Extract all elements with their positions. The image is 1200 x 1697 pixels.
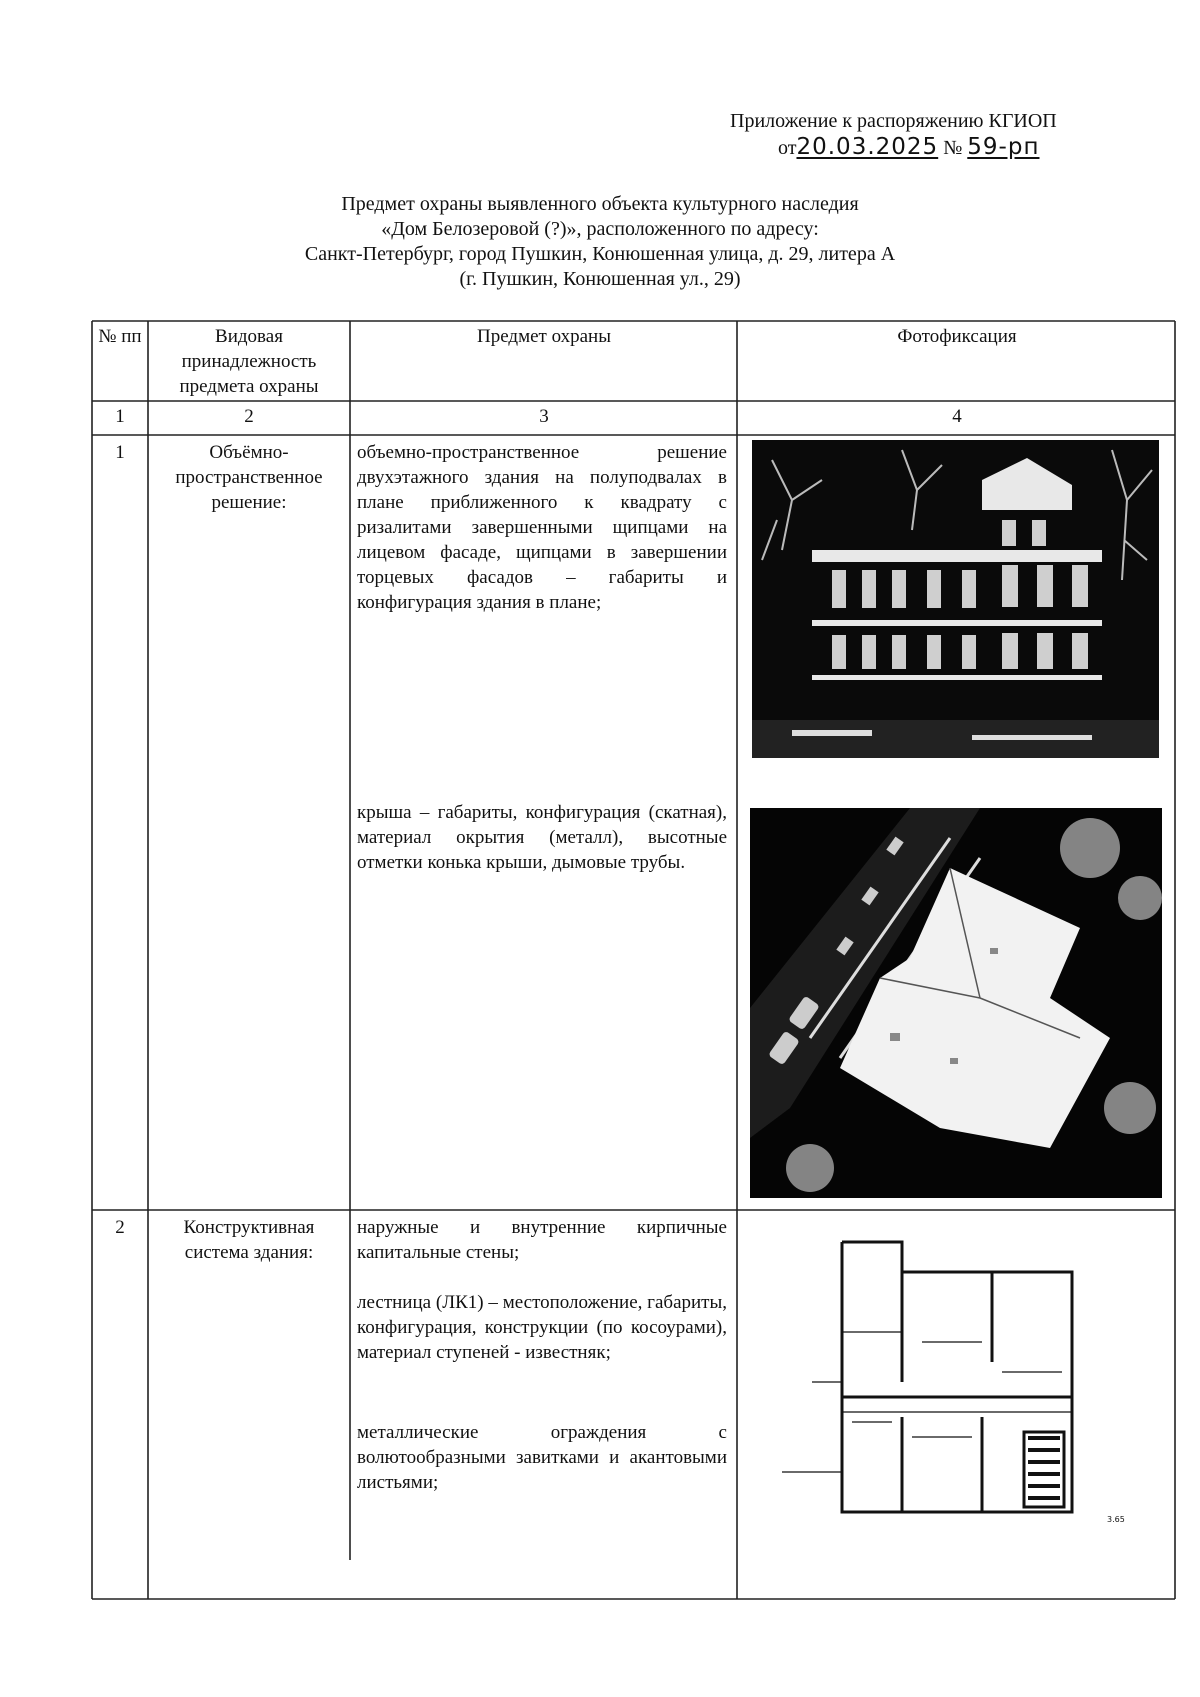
- floor-plan-drawing: [752, 1222, 1164, 1552]
- row-2-type: Конструктивная система здания:: [183, 1217, 315, 1263]
- row-2-item-3: металлические ограждения с волютообразными завитками и акантовыми листьями;: [357, 1422, 727, 1493]
- col-number-4: 4: [952, 406, 962, 427]
- row-2-item-2: лестница (ЛК1) – местоположение, габариты, конфигурация, конструкции (по косоурами), материал ступеней - известняк;: [357, 1292, 727, 1363]
- col-number-3: 3: [539, 406, 549, 427]
- aerial-roof-photo: [750, 808, 1162, 1198]
- row-1-item-1: объемно-пространственное решение двухэтажного здания на полуподвалах в плане приближенного к квадрату с ризалитами завершенными щипцами на лицевом фасаде, щипцами в завершении торцевых фасадов – габариты и конфигурация здания в плане;: [357, 442, 727, 613]
- title-line-3: Санкт-Петербург, город Пушкин, Конюшенная улица, д. 29, литера А: [304, 243, 896, 265]
- col-number-2: 2: [244, 406, 254, 427]
- header-number: № пп: [98, 326, 142, 347]
- appendix-line: Приложение к распоряжению КГИОП: [730, 110, 1057, 132]
- plan-scale-label: 3.65: [1107, 1515, 1125, 1524]
- facade-photo: [752, 440, 1159, 758]
- row-1-type: Объёмно-пространственное решение:: [175, 442, 323, 513]
- date-prefix: от: [778, 137, 797, 159]
- header-subject: Предмет охраны: [477, 326, 611, 347]
- row-1-item-2: крыша – габариты, конфигурация (скатная), материал окрытия (металл), высотные отметки конька крыши, дымовые трубы.: [357, 802, 727, 873]
- title-line-2: «Дом Белозеровой (?)», расположенного по адресу:: [381, 218, 819, 240]
- header-type: Видовая принадлежность предмета охраны: [179, 326, 319, 397]
- row-1-number: 1: [115, 442, 125, 463]
- handwritten-date: 20.03.2025: [796, 134, 939, 160]
- col-number-1: 1: [115, 406, 125, 427]
- header-photo: Фотофиксация: [897, 326, 1017, 347]
- title-line-1: Предмет охраны выявленного объекта культурного наследия: [341, 193, 859, 215]
- handwritten-number: 59-рп: [967, 134, 1040, 160]
- number-label: №: [943, 137, 963, 159]
- row-2-number: 2: [115, 1217, 125, 1238]
- title-line-4: (г. Пушкин, Конюшенная ул., 29): [459, 268, 741, 290]
- row-2-item-1: наружные и внутренние кирпичные капитальные стены;: [357, 1217, 727, 1263]
